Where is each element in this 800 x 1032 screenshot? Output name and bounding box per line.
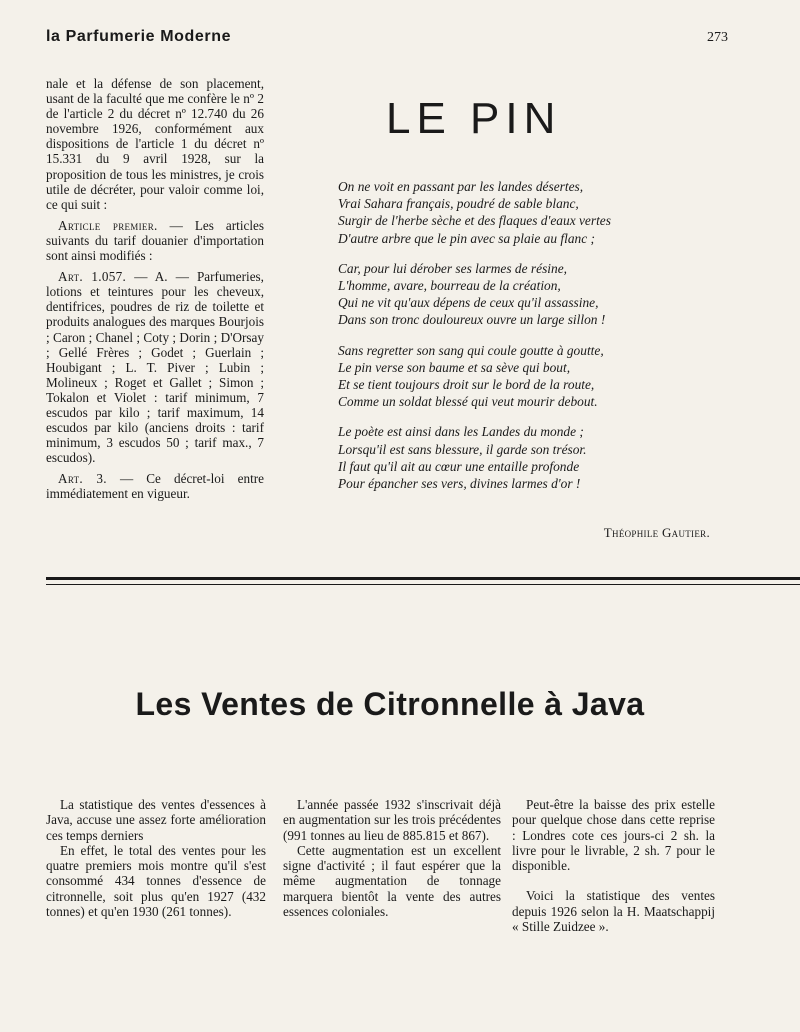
article-1057-text: — A. — Parfumeries, lotions et teintures pour les cheveux, dentifrices, poudres de riz de toilette et produits analogues des marques Bourjois ; Caron ; Chanel ; Coty ; Dorin ; D'Orsay ; Gellé Frères ; Godet ; Guerlain ; Houbigant ; L. T. Piver ; Lubin ; Molineux ; Roget et Gallet ; Simon ; Tokalon et Violet : tarif minimum, 7 escudos par kilo ; tarif maximum, 14 escudos par kilo (anciens droits : tarif minimum, 3 escudos 50 ; tarif max., 7 escudos). xyxy=(46,269,264,466)
article-column-3 xyxy=(512,797,715,934)
article-3-label: Art. 3. xyxy=(58,471,107,487)
poem-stanza xyxy=(338,423,678,492)
poem-line: On ne voit en passant par les landes désertes, xyxy=(338,179,584,194)
article-premier-text: — Les articles suivants du tarif douanier d'importation sont ainsi modifiés : xyxy=(46,217,264,264)
article-paragraph: Voici la statistique des ventes depuis 1926 selon la H. Maatschappij « Stille Zuidzee ». xyxy=(512,888,715,935)
poem-line: Vrai Sahara français, poudré de sable blanc, xyxy=(338,196,579,212)
article-column-2 xyxy=(283,797,501,919)
article-paragraph: La statistique des ventes d'essences à Java, accuse une assez forte amélioration ces temps derniers xyxy=(46,797,266,843)
poem-stanza xyxy=(338,178,678,247)
poem-line: Sans regretter son sang qui coule goutte à goutte, xyxy=(338,342,604,358)
poem-title: LE PIN xyxy=(386,94,562,143)
poem-line: L'homme, avare, bourreau de la création, xyxy=(338,278,561,294)
poem-line: Et se tient toujours droit sur le bord de la route, xyxy=(338,377,595,393)
article-premier-label: Article premier. xyxy=(58,217,158,233)
poem-line: Le pin verse son baume et sa sève qui bout, xyxy=(338,359,571,375)
poem-line: Le poète est ainsi dans les Landes du monde ; xyxy=(338,424,584,440)
page-number: 273 xyxy=(707,30,728,45)
poem-line: Il faut qu'il ait au cœur une entaille profonde xyxy=(338,458,580,474)
poem-line: Pour épancher ses vers, divines larmes d'or ! xyxy=(338,476,581,492)
article-column-1 xyxy=(46,797,266,919)
poem-line: Dans son tronc douloureux ouvre un large sillon ! xyxy=(338,312,606,328)
article-paragraph: En effet, le total des ventes pour les quatre premiers mois montre qu'il s'est consommé 434 tonnes d'essence de citronnelle, soit plus qu'en 1927 (432 tonnes) et qu'en 1930 (261 tonnes). xyxy=(46,842,266,920)
article-paragraph: Cette augmentation est un excellent signe d'activité ; il faut espérer que la même augmentation de tonnage marquera bientôt la vente des autres essences coloniales. xyxy=(283,842,501,920)
decree-paragraph: nale et la défense de son placement, usant de la faculté que me confère le nº 2 de l'article 2 du décret nº 12.740 du 26 novembre 1926, conformément aux dispositions de l'article 1 du décret nº 15.331 du 9 avril 1928, sur la proposition de tous les ministres, je crois utile de décréter, pour valoir comme loi, ce qui suit : xyxy=(46,76,264,212)
poem-line: D'autre arbre que le pin avec sa plaie au flanc ; xyxy=(338,230,595,246)
article-3 xyxy=(46,471,264,501)
article-premier xyxy=(46,218,264,263)
article-3-text: — Ce décret-loi entre immédiatement en vigueur. xyxy=(46,471,264,502)
poem-line: Lorsqu'il est sans blessure, il garde son trésor. xyxy=(338,441,587,457)
section-divider xyxy=(46,577,800,580)
poem-stanza xyxy=(338,342,678,411)
poem-line: Car, pour lui dérober ses larmes de résine, xyxy=(338,260,567,276)
article-1057-label: Art. 1.057. xyxy=(58,269,127,285)
article-1057 xyxy=(46,269,264,465)
poem-line: Qui ne vit qu'aux dépens de ceux qu'il assassine, xyxy=(338,295,599,311)
poem xyxy=(338,178,678,505)
poem-line: Surgir de l'herbe sèche et des flaques d'eaux vertes xyxy=(338,213,611,229)
journal-title: la Parfumerie Moderne xyxy=(46,28,232,45)
article-title: Les Ventes de Citronnelle à Java xyxy=(135,686,645,722)
article-paragraph: L'année passée 1932 s'inscrivait déjà en augmentation sur les trois précédentes (991 tonnes au lieu de 885.815 et 867). xyxy=(283,797,501,843)
poem-line: Comme un soldat blessé qui veut mourir debout. xyxy=(338,394,598,410)
article-paragraph: Peut-être la baisse des prix estelle pour quelque chose dans cette reprise : Londres cote ces jours-ci 2 sh. la livre pour le livrable, 2 sh. 7 pour le disponible. xyxy=(512,797,715,874)
section-divider-thin xyxy=(46,584,800,585)
poem-author: Théophile Gautier. xyxy=(603,525,710,540)
poem-stanza xyxy=(338,260,678,329)
decree-column xyxy=(46,76,264,508)
